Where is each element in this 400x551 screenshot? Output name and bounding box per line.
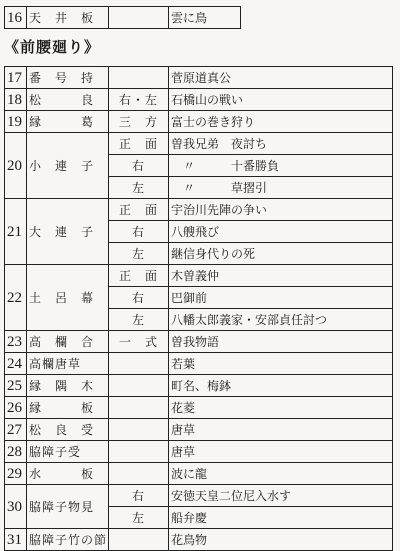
motif-cell: 巴御前 — [169, 287, 393, 309]
position-cell: 左 — [109, 177, 169, 199]
part-name: 番 号 持 — [27, 67, 109, 89]
table-row — [5, 375, 393, 397]
motif-cell: 継信身代りの死 — [169, 243, 393, 265]
position-cell: 右 — [109, 485, 169, 507]
motif-cell: 宇治川先陣の争い — [169, 199, 393, 221]
motif-cell: 八艘飛び — [169, 221, 393, 243]
motif-cell: 石橋山の戦い — [169, 89, 393, 111]
row-number: 26 — [5, 397, 27, 419]
part-name: 松 良 受 — [27, 419, 109, 441]
part-name: 縁 隅 木 — [27, 375, 109, 397]
table-row — [5, 265, 393, 287]
motif-cell: 唐草 — [169, 419, 393, 441]
motif-cell: 波に龍 — [169, 463, 393, 485]
motif-cell: 曽我物語 — [169, 331, 393, 353]
table-row — [5, 353, 393, 375]
table-row — [5, 111, 393, 133]
part-name: 小 連 子 — [27, 133, 109, 199]
motif-cell: 花鳥物 — [169, 529, 393, 551]
position-cell: 左 — [109, 507, 169, 529]
part-name: 大 連 子 — [27, 199, 109, 265]
position-cell: 右 — [109, 221, 169, 243]
position-cell: 正 面 — [109, 199, 169, 221]
part-name: 縁 板 — [27, 397, 109, 419]
motif-cell: 〃 十番勝負 — [169, 155, 393, 177]
table-row — [5, 485, 393, 507]
position-cell — [109, 419, 169, 441]
part-name: 脇障子受 — [27, 441, 109, 463]
position-cell — [109, 7, 169, 29]
position-cell — [109, 375, 169, 397]
row-number: 18 — [5, 89, 27, 111]
table-row — [5, 419, 393, 441]
row-number: 19 — [5, 111, 27, 133]
position-cell: 右・左 — [109, 89, 169, 111]
row-number: 21 — [5, 199, 27, 265]
part-name: 天 井 板 — [27, 7, 109, 29]
top-table — [4, 6, 241, 29]
part-name: 松 良 — [27, 89, 109, 111]
part-name: 高 欄 合 — [27, 331, 109, 353]
motif-cell: 唐草 — [169, 441, 393, 463]
motif-cell: 八幡太郎義家・安部貞任討つ — [169, 309, 393, 331]
table-row — [5, 331, 393, 353]
part-name: 縁 葛 — [27, 111, 109, 133]
position-cell — [109, 441, 169, 463]
position-cell — [109, 463, 169, 485]
row-number: 27 — [5, 419, 27, 441]
row-number: 22 — [5, 265, 27, 331]
part-name: 脇障子物見 — [27, 485, 109, 529]
row-number: 30 — [5, 485, 27, 529]
row-number: 31 — [5, 529, 27, 551]
position-cell: 左 — [109, 309, 169, 331]
part-name: 脇障子竹の節 — [27, 529, 109, 551]
row-number: 24 — [5, 353, 27, 375]
table-row — [5, 133, 393, 155]
part-name: 水 板 — [27, 463, 109, 485]
motif-cell: 富士の巻き狩り — [169, 111, 393, 133]
table-row — [5, 529, 393, 551]
row-number: 16 — [5, 7, 27, 29]
position-cell: 正 面 — [109, 133, 169, 155]
section-title: 《前腰廻り》 — [4, 38, 101, 56]
row-number: 28 — [5, 441, 27, 463]
row-number: 23 — [5, 331, 27, 353]
part-name: 土 呂 幕 — [27, 265, 109, 331]
position-cell: 三 方 — [109, 111, 169, 133]
motif-cell: 船弁慶 — [169, 507, 393, 529]
row-number: 29 — [5, 463, 27, 485]
position-cell: 正 面 — [109, 265, 169, 287]
motif-cell: 曽我兄弟 夜討ち — [169, 133, 393, 155]
motif-cell: 〃 草摺引 — [169, 177, 393, 199]
table-row — [5, 89, 393, 111]
table-row — [5, 67, 393, 89]
part-name: 高欄唐草 — [27, 353, 109, 375]
motif-cell: 花菱 — [169, 397, 393, 419]
table-row — [5, 7, 241, 29]
table-row — [5, 441, 393, 463]
row-number: 25 — [5, 375, 27, 397]
position-cell: 右 — [109, 287, 169, 309]
motif-cell: 菅原道真公 — [169, 67, 393, 89]
row-number: 20 — [5, 133, 27, 199]
motif-cell: 木曽義仲 — [169, 265, 393, 287]
table-row — [5, 463, 393, 485]
position-cell: 右 — [109, 155, 169, 177]
motif-cell: 町名、梅鉢 — [169, 375, 393, 397]
table-row — [5, 397, 393, 419]
position-cell — [109, 529, 169, 551]
position-cell — [109, 353, 169, 375]
carving-table — [4, 66, 393, 551]
position-cell: 一 式 — [109, 331, 169, 353]
motif-cell: 安徳天皇二位尼入水す — [169, 485, 393, 507]
position-cell — [109, 397, 169, 419]
position-cell: 左 — [109, 243, 169, 265]
motif-cell: 雲に鳥 — [169, 7, 241, 29]
table-row — [5, 199, 393, 221]
motif-cell: 若葉 — [169, 353, 393, 375]
row-number: 17 — [5, 67, 27, 89]
position-cell — [109, 67, 169, 89]
